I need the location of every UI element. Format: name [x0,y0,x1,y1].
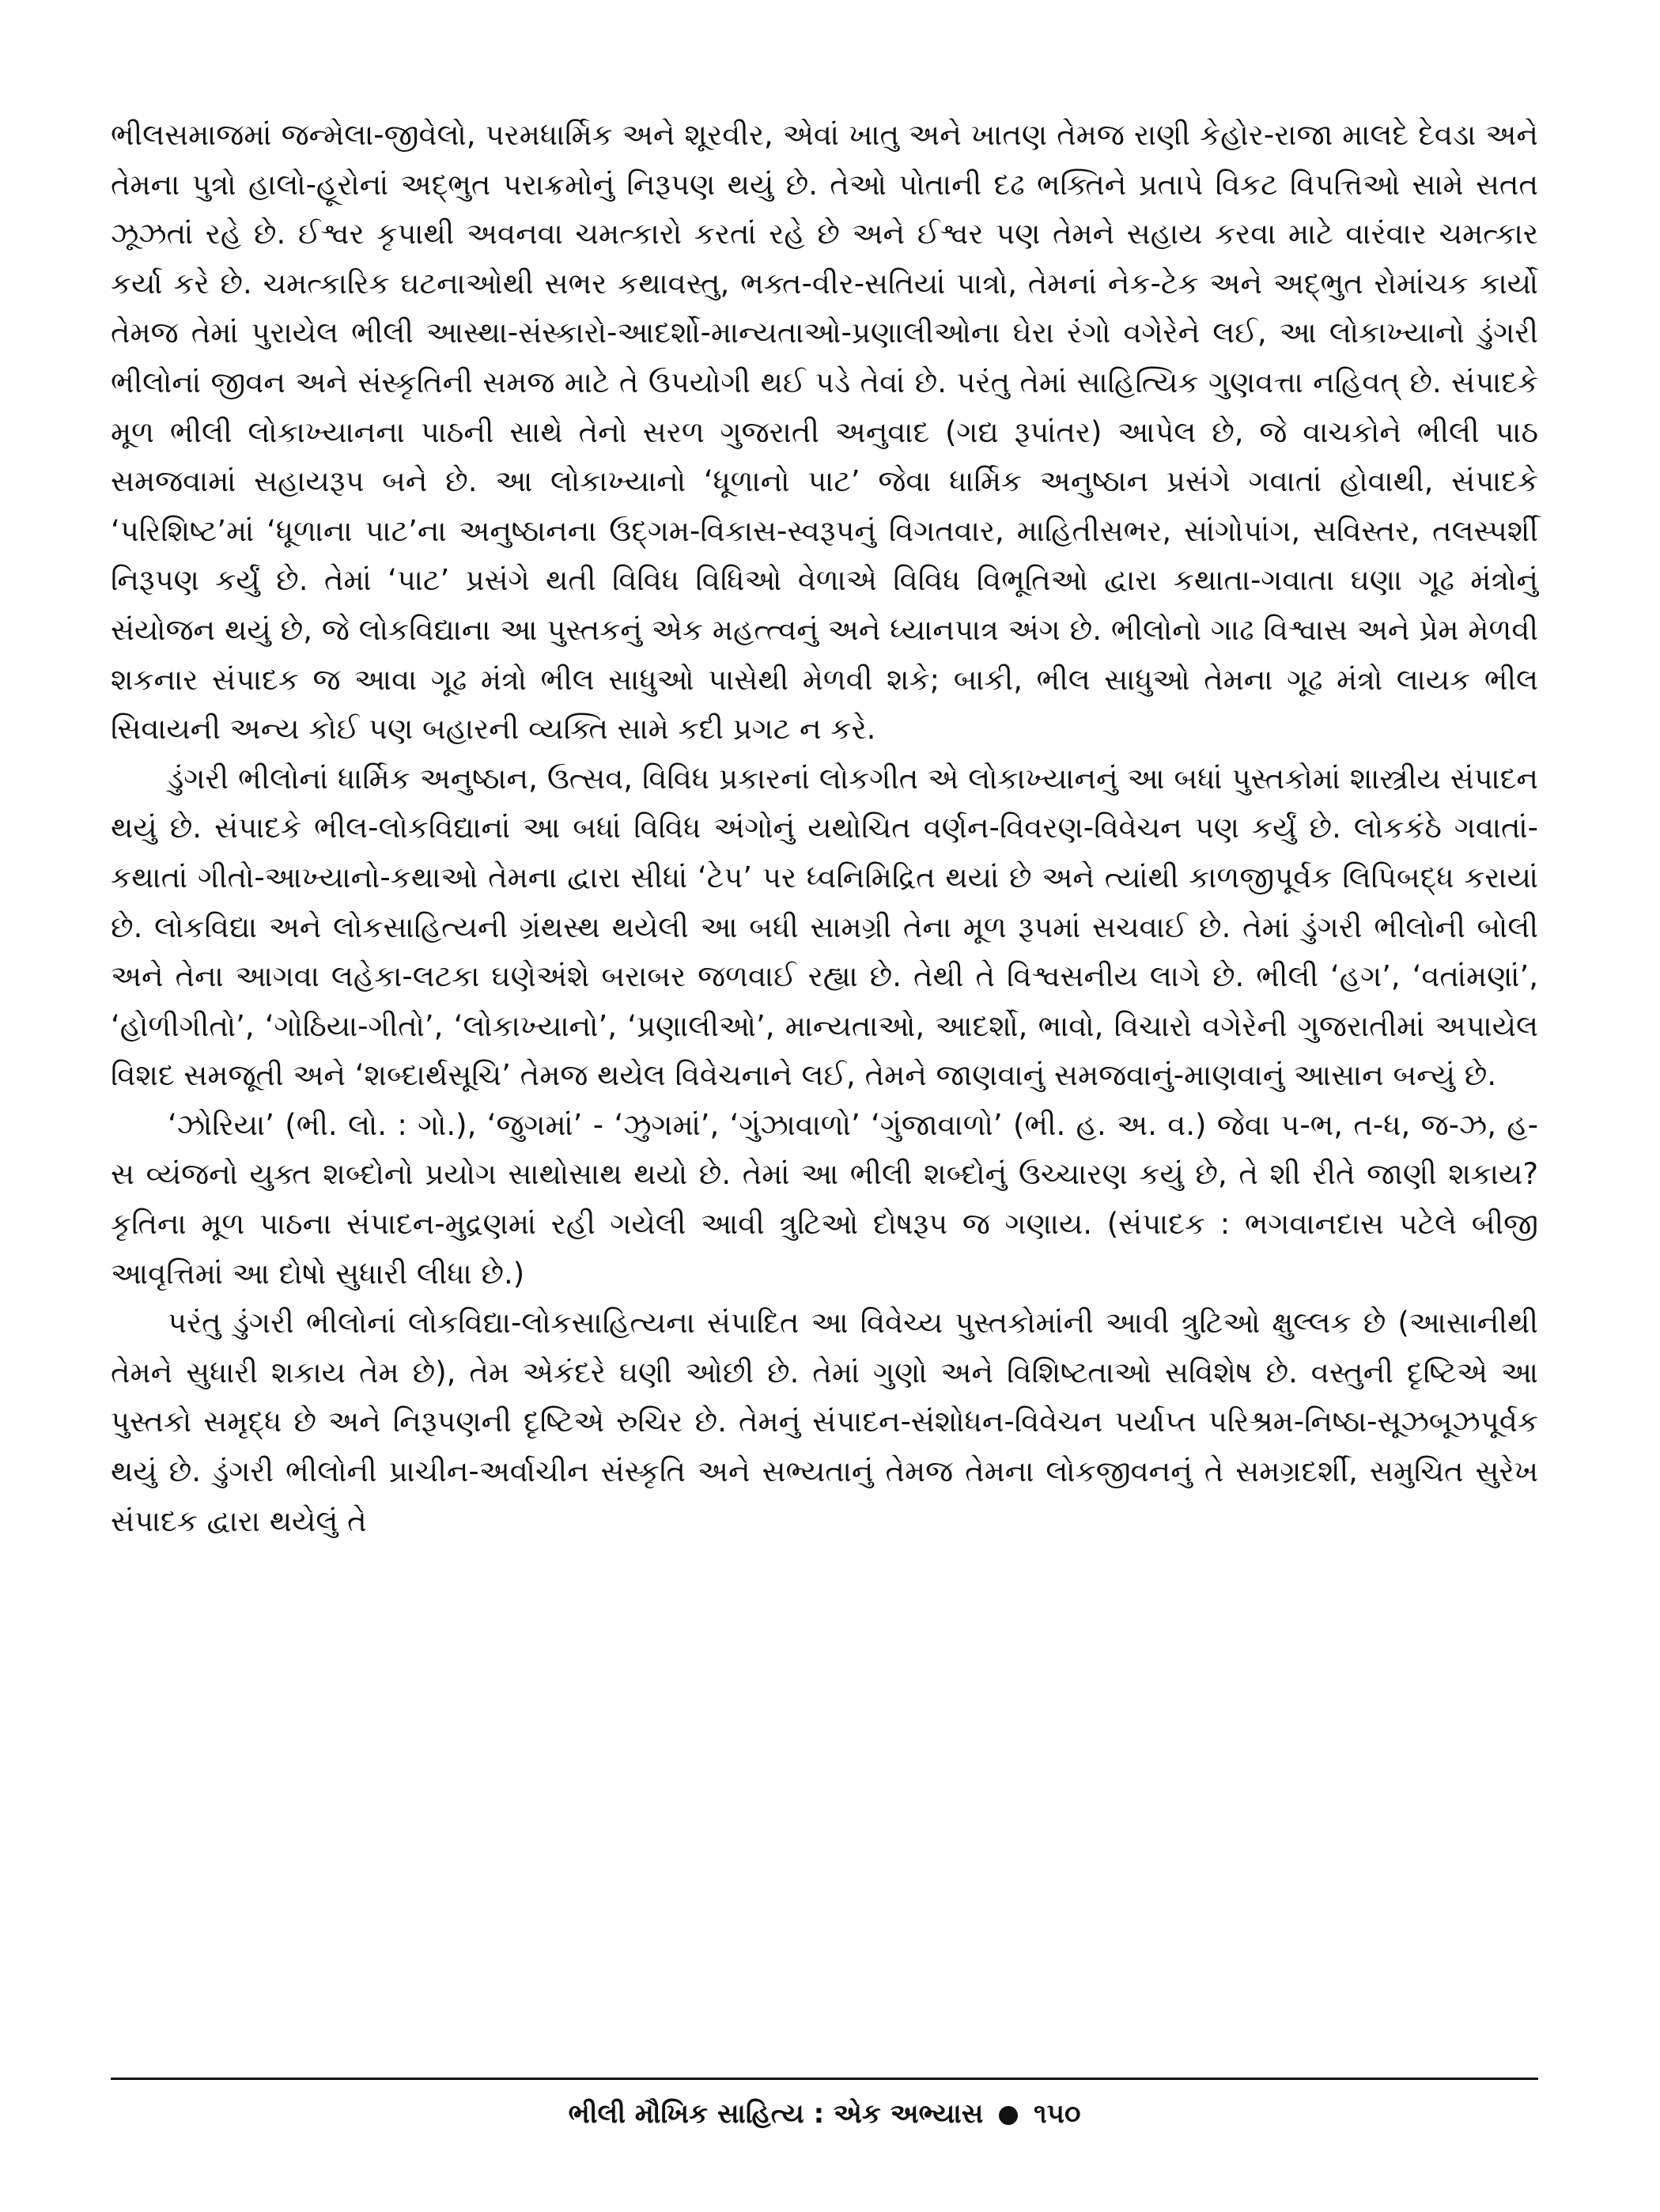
bullet-icon [999,2106,1018,2125]
page-number: ૧૫૦ [1033,2098,1081,2130]
paragraph-1: ભીલસમાજમાં જન્મેલા-જીવેલો, પરમધાર્મિક અને શૂરવીર, એવાં ખાતુ અને ખાતણ તેમજ રાણી કેહોર-રાજા માલદે દેવડા અને તેમના પુત્રો હાલો-હૂરોનાં અદ્‌ભુત પરાક્રમોનું નિરૂપણ થયું છે. તેઓ પોતાની દઢ ભક્તિને પ્રતાપે વિકટ વિપત્તિઓ સામે સતત ઝૂઝતાં રહે છે. ઈશ્વર કૃપાથી અવનવા ચમત્કારો કરતાં રહે છે અને ઈશ્વર પણ તેમને સહાય કરવા માટે વારંવાર ચમત્કાર કર્યા કરે છે. ચમત્કારિક ઘટનાઓથી સભર કથાવસ્તુ, ભક્ત-વીર-સતિયાં પાત્રો, તેમનાં નેક-ટેક અને અદ્‌ભુત રોમાંચક કાર્યો તેમજ તેમાં પુરાયેલ ભીલી આસ્થા-સંસ્કારો-આદર્શો-માન્યતાઓ-પ્રણાલીઓના ઘેરા રંગો વગેરેને લઈ, આ લોકાખ્યાનો ડુંગરી ભીલોનાં જીવન અને સંસ્કૃતિની સમજ માટે તે ઉપયોગી થઈ પડે તેવાં છે. પરંતુ તેમાં સાહિત્યિક ગુણવત્તા નહિવત્ છે. સંપાદકે મૂળ ભીલી લોકાખ્યાનના પાઠની સાથે તેનો સરળ ગુજરાતી અનુવાદ (ગદ્ય રૂપાંતર) આપેલ છે, જે વાચકોને ભીલી પાઠ સમજવામાં સહાયરૂપ બને છે. આ લોકાખ્યાનો ‘ધૂળાનો પાટ’ જેવા ધાર્મિક અનુષ્ઠાન પ્રસંગે ગવાતાં હોવાથી, સંપાદકે ‘પરિશિષ્ટ’માં ‘ધૂળાના પાટ’ના અનુષ્ઠાનના ઉદ્‌ગમ-વિકાસ-સ્વરૂપનું વિગતવાર, માહિતીસભર, સાંગોપાંગ, સવિસ્તર, તલસ્પર્શી નિરૂપણ કર્યું છે. તેમાં ‘પાટ’ પ્રસંગે થતી વિવિધ વિધિઓ વેળાએ વિવિધ વિભૂતિઓ દ્વારા કથાતા-ગવાતા ઘણા ગૂઢ મંત્રોનું સંયોજન થયું છે, જે લોકવિદ્યાના આ પુસ્તકનું એક મહત્ત્વનું અને ધ્યાનપાત્ર અંગ છે. ભીલોનો ગાઢ વિશ્વાસ અને પ્રેમ મેળવી શકનાર સંપાદક જ આવા ગૂઢ મંત્રો ભીલ સાધુઓ પાસેથી મેળવી શકે; બાકી, ભીલ સાધુઓ તેમના ગૂઢ મંત્રો લાયક ભીલ સિવાયની અન્ય કોઈ પણ બહારની વ્યક્તિ સામે કદી પ્રગટ ન કરે. [111,118,1538,747]
paragraph-4: પરંતુ ડુંગરી ભીલોનાં લોકવિદ્યા-લોકસાહિત્યના સંપાદિત આ વિવેચ્ય પુસ્તકોમાંની આવી ત્રુટિઓ ક્ષુલ્લક છે (આસાનીથી તેમને સુધારી શકાય તેમ છે), તેમ એકંદરે ઘણી ઓછી છે. તેમાં ગુણો અને વિશિષ્ટતાઓ સવિશેષ છે. વસ્તુની દૃષ્ટિએ આ પુસ્તકો સમૃદ્ધ છે અને નિરૂપણની દૃષ્ટિએ રુચિર છે. તેમનું સંપાદન-સંશોધન-વિવેચન પર્યાપ્ત પરિશ્રમ-નિષ્ઠા-સૂઝબૂઝપૂર્વક થયું છે. ડુંગરી ભીલોની પ્રાચીન-અર્વાચીન સંસ્કૃતિ અને સભ્યતાનું તેમજ તેમના લોકજીવનનું તે સમગ્રદર્શી, સમુચિત સુરેખ સંપાદક દ્વારા થયેલું તે [111,1306,1538,1538]
footer-divider [111,2078,1538,2080]
body-text [111,111,1538,1546]
footer-book-title: ભીલી મૌખિક સાહિત્ય : એક અભ્યાસ [568,2098,984,2130]
document-page [111,111,1538,2167]
paragraph-3: ‘ઝોરિયા’ (ભી. લો. : ગો.), ‘જુગમાં’ - ‘ઝુગમાં’, ‘ગુંઝાવાળો’ ‘ગુંજાવાળો’ (ભી. હ. અ. વ.) જેવા પ-ભ, ત-ધ, જ-ઝ, હ-સ વ્યંજનો યુક્ત શબ્દોનો પ્રયોગ સાથોસાથ થયો છે. તેમાં આ ભીલી શબ્દોનું ઉચ્ચારણ કયું છે, તે શી રીતે જાણી શકાય? કૃતિના મૂળ પાઠના સંપાદન-મુદ્રણમાં રહી ગયેલી આવી ત્રુટિઓ દોષરૂપ જ ગણાય. (સંપાદક : ભગવાનદાસ પટેલે બીજી આવૃત્તિમાં આ દોષો સુધારી લીધા છે.) [111,1107,1538,1291]
paragraph-2: ડુંગરી ભીલોનાં ધાર્મિક અનુષ્ઠાન, ઉત્સવ, વિવિધ પ્રકારનાં લોકગીત એ લોકાખ્યાનનું આ બધાં પુસ્તકોમાં શાસ્ત્રીય સંપાદન થયું છે. સંપાદકે ભીલ-લોકવિદ્યાનાં આ બધાં વિવિધ અંગોનું યથોચિત વર્ણન-વિવરણ-વિવેચન પણ કર્યું છે. લોકકંઠે ગવાતાં-કથાતાં ગીતો-આખ્યાનો-કથાઓ તેમના દ્વારા સીધાં ‘ટેપ’ પર ધ્વનિમિદ્રિત થયાં છે અને ત્યાંથી કાળજીપૂર્વક લિપિબદ્ધ કરાયાં છે. લોકવિદ્યા અને લોકસાહિત્યની ગ્રંથસ્થ થયેલી આ બધી સામગ્રી તેના મૂળ રૂપમાં સચવાઈ છે. તેમાં ડુંગરી ભીલોની બોલી અને તેના આગવા લહેકા-લટકા ઘણેઅંશે બરાબર જળવાઈ રહ્યા છે. તેથી તે વિશ્વસનીય લાગે છે. ભીલી ‘હગ’, ‘વતાંમણાં’, ‘હોળીગીતો’, ‘ગોઠિયા-ગીતો’, ‘લોકાખ્યાનો’, ‘પ્રણાલીઓ’, માન્યતાઓ, આદર્શો, ભાવો, વિચારો વગેરેની ગુજરાતીમાં અપાયેલ વિશદ સમજૂતી અને ‘શબ્દાર્થસૂચિ’ તેમજ થયેલ વિવેચનાને લઈ, તેમને જાણવાનું સમજવાનું-માણવાનું આસાન બન્યું છે. [111,761,1538,1093]
page-footer [111,2094,1538,2134]
